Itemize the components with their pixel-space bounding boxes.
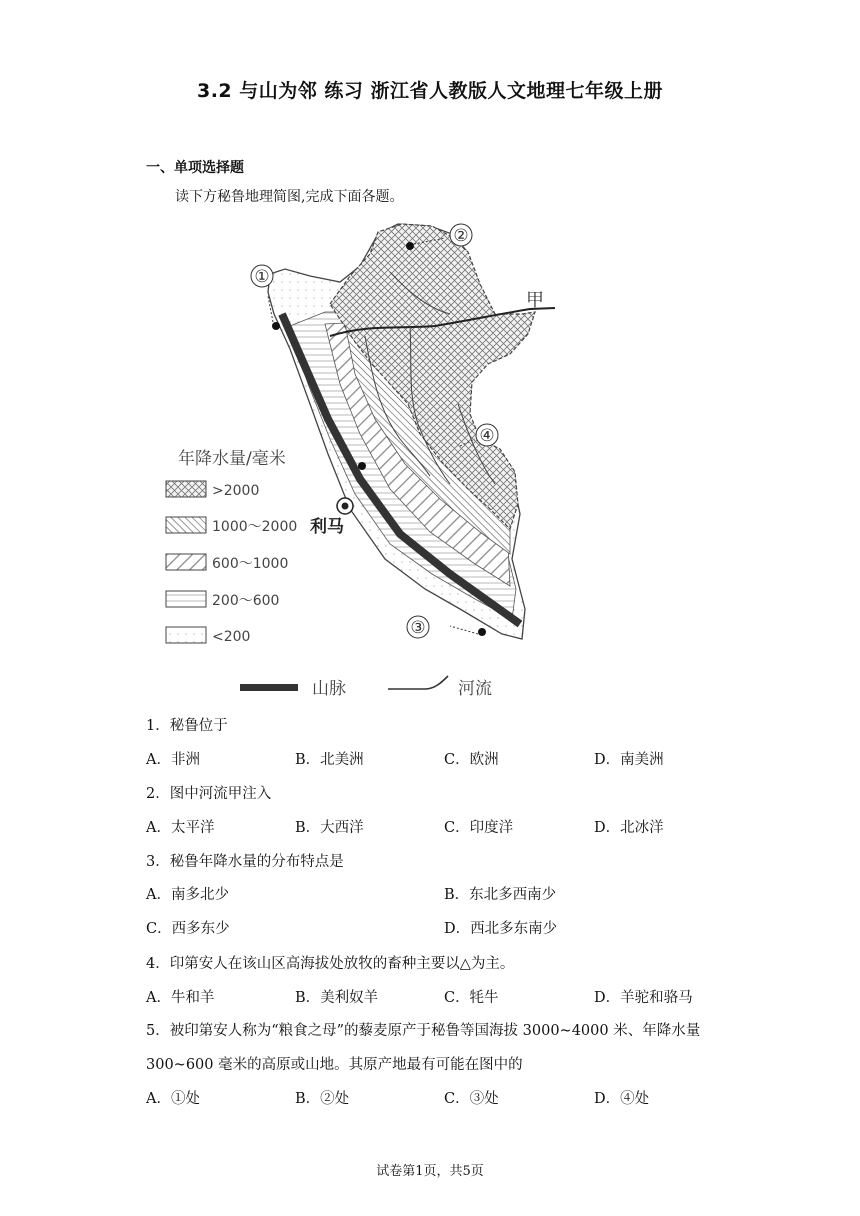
q5-option-d[interactable]: D．④处 xyxy=(594,1091,650,1107)
question-1: 1．秘鲁位于 xyxy=(146,718,228,734)
q5-option-c[interactable]: C．③处 xyxy=(444,1091,499,1107)
legend-4: 200～600 xyxy=(212,593,280,609)
q2-option-b[interactable]: B．大西洋 xyxy=(295,820,364,836)
legend-river: 河流 xyxy=(458,679,492,699)
q2-option-c[interactable]: C．印度洋 xyxy=(444,820,514,836)
marker-3: ③ xyxy=(410,618,426,638)
river-jia-label: 甲 xyxy=(526,290,544,311)
q3-option-b[interactable]: B．东北多西南少 xyxy=(444,887,557,903)
page-footer: 试卷第1页，共5页 xyxy=(376,1164,484,1179)
city-lima: 利马 xyxy=(310,517,344,537)
legend-2: 1000～2000 xyxy=(212,519,298,535)
page-title: 3.2 与山为邻 练习 浙江省人教版人文地理七年级上册 xyxy=(196,80,663,102)
q4-option-c[interactable]: C．牦牛 xyxy=(444,990,499,1006)
legend-1: >2000 xyxy=(212,483,260,499)
question-5: 5．被印第安人称为“粮食之母”的藜麦原产于秘鲁等国海拔 3000~4000 米、年降水量 xyxy=(146,1023,701,1039)
q1-option-a[interactable]: A．非洲 xyxy=(146,752,200,768)
peru-map xyxy=(150,214,544,704)
q4-option-a[interactable]: A．牛和羊 xyxy=(146,990,215,1006)
q3-option-d[interactable]: D．西北多东南少 xyxy=(444,921,558,937)
section-heading: 一、单项选择题 xyxy=(146,160,244,176)
q2-option-d[interactable]: D．北冰洋 xyxy=(594,820,664,836)
q4-option-b[interactable]: B．美利奴羊 xyxy=(295,990,379,1006)
q4-option-d[interactable]: D．羊驼和骆马 xyxy=(594,990,693,1006)
legend-title: 年降水量/毫米 xyxy=(178,449,286,469)
marker-1: ① xyxy=(254,267,270,287)
marker-2: ② xyxy=(453,226,469,246)
legend-5: <200 xyxy=(212,629,251,645)
q1-option-c[interactable]: C．欧洲 xyxy=(444,752,499,768)
q3-option-a[interactable]: A．南多北少 xyxy=(146,887,229,903)
q1-option-d[interactable]: D．南美洲 xyxy=(594,752,664,768)
question-2: 2．图中河流甲注入 xyxy=(146,786,272,802)
question-3: 3．秘鲁年降水量的分布特点是 xyxy=(146,854,344,870)
question-5-continued: 300~600 毫米的高原或山地。其原产地最有可能在图中的 xyxy=(146,1057,523,1073)
q5-option-a[interactable]: A．①处 xyxy=(146,1091,200,1107)
question-4: 4．印第安人在该山区高海拔处放牧的畜种主要以△为主。 xyxy=(146,956,515,972)
legend-mountain: 山脉 xyxy=(312,679,346,699)
q2-option-a[interactable]: A．太平洋 xyxy=(146,820,215,836)
legend-3: 600～1000 xyxy=(212,556,289,572)
q3-option-c[interactable]: C．西多东少 xyxy=(146,921,230,937)
intro-text: 读下方秘鲁地理简图,完成下面各题。 xyxy=(175,189,404,205)
q5-option-b[interactable]: B．②处 xyxy=(295,1091,350,1107)
q1-option-b[interactable]: B．北美洲 xyxy=(295,752,364,768)
marker-4: ④ xyxy=(479,426,495,446)
